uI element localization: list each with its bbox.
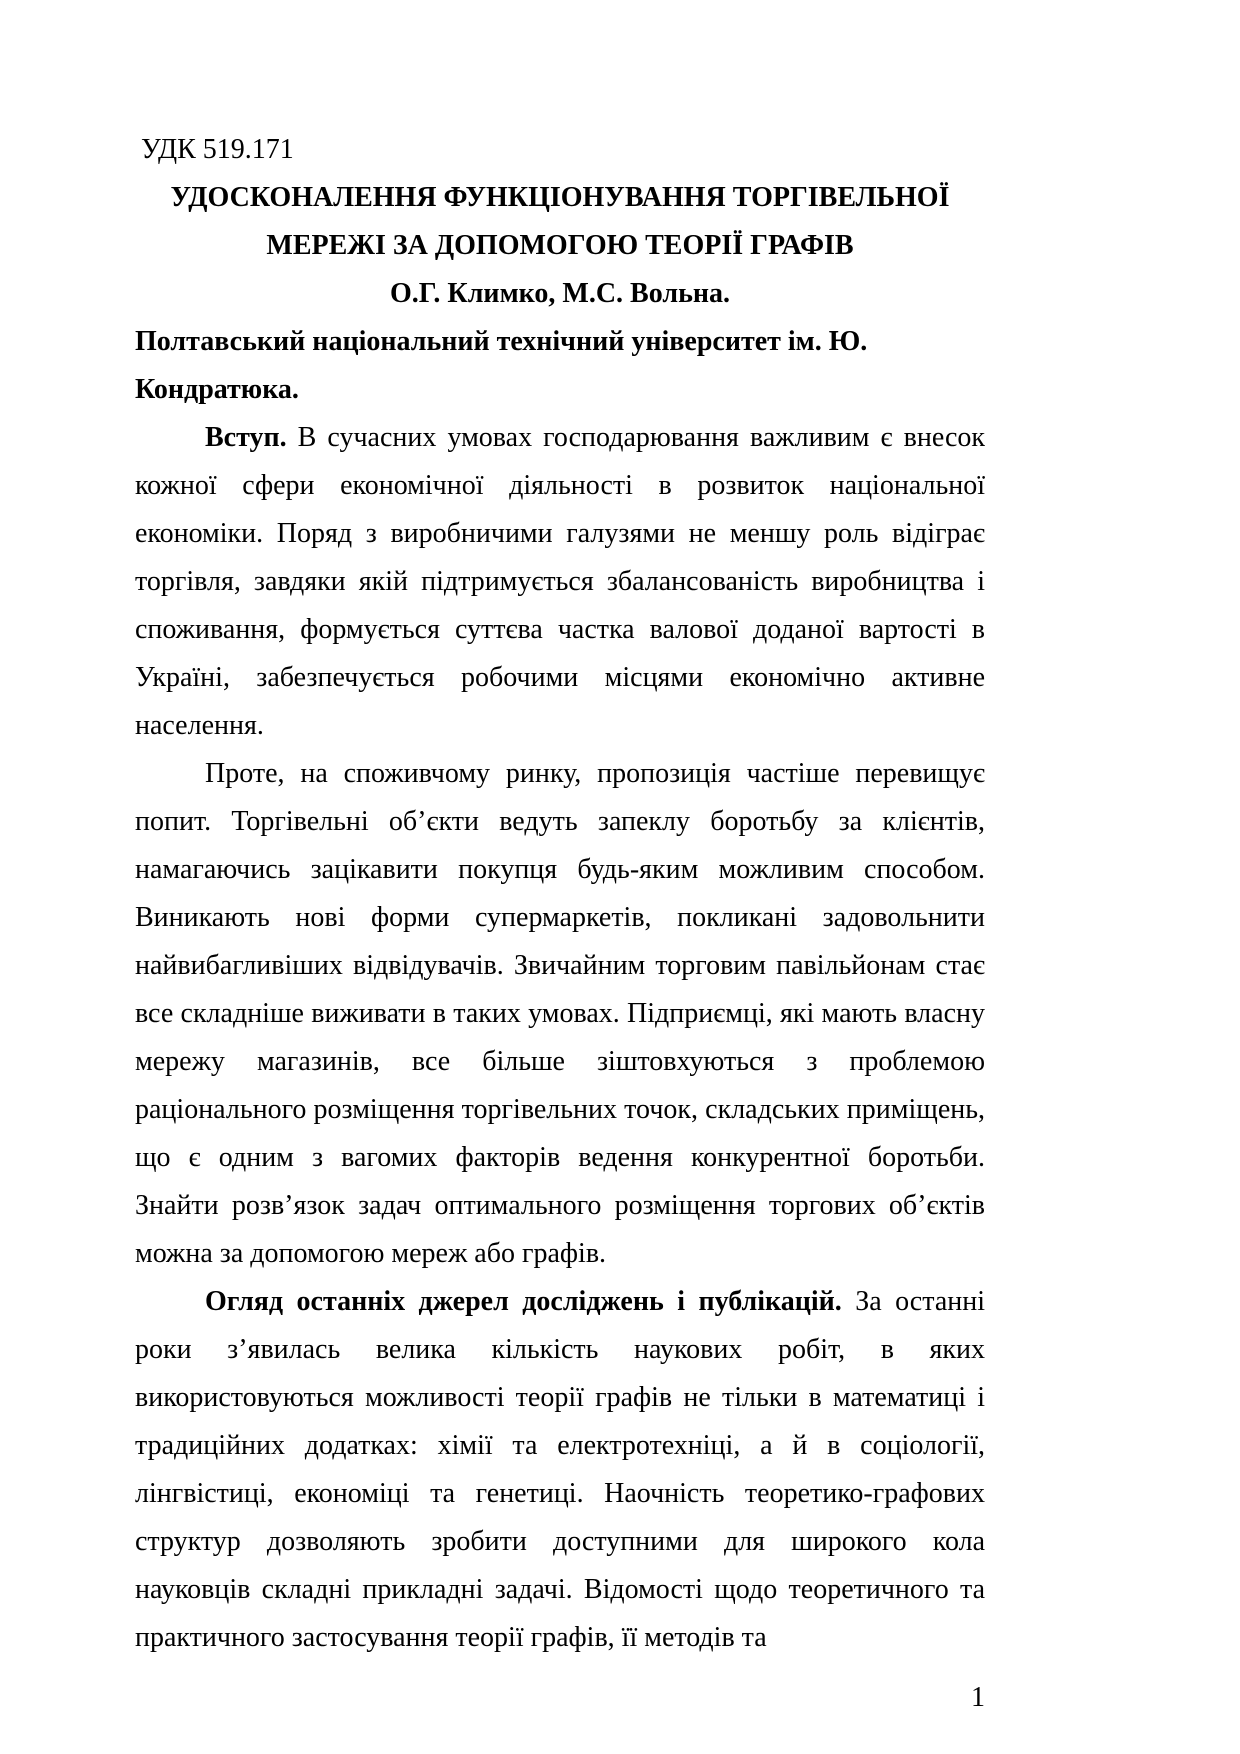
paper-title [135, 174, 985, 270]
paragraph-intro [135, 414, 985, 750]
paragraph-market [135, 750, 985, 1278]
paragraph-review [135, 1278, 985, 1662]
page-content [135, 126, 985, 1662]
section-heading-vstup: Вступ. [205, 422, 287, 453]
paragraph-intro-text: В сучасних умовах господарювання важливим є внесок кожної сфери економічної діяльності в розвиток національної економіки. Поряд з виробничими галузями не меншу роль відіграє торгівля, завдяки якій підтримується збалансованість виробництва і споживання, формується суттєва частка валової доданої вартості в Україні, забезпечується робочими місцями економічно активне населення. [135, 422, 985, 741]
affiliation-line: Полтавський національний технічний університет ім. Ю. Кондратюка. [135, 326, 868, 405]
section-heading-oglyad: Огляд останніх джерел досліджень і публікацій. [205, 1286, 842, 1317]
paragraph-review-text: За останні роки з’явилась велика кількість наукових робіт, в яких використовуються можливості теорії графів не тільки в математиці і традиційних додатках: хімії та електротехніці, а й в соціології, лінгвістиці, економіці та генетиці. Наочність теоретико-графових структур дозволяють зробити доступними для широкого кола науковців складні прикладні задачі. Відомості щодо теоретичного та практичного застосування теорії графів, її методів та [135, 1286, 985, 1653]
paper-title-line-2: МЕРЕЖІ ЗА ДОПОМОГОЮ ТЕОРІЇ ГРАФІВ [266, 230, 854, 261]
udc-code: УДК 519.171 [141, 134, 294, 165]
paragraph-market-text: Проте, на споживчому ринку, пропозиція частіше перевищує попит. Торгівельні об’єкти ведуть запеклу боротьбу за клієнтів, намагаючись зацікавити покупця будь-яким можливим способом. Виникають нові форми супермаркетів, покликані задовольнити найвибагливіших відвідувачів. Звичайним торговим павільйонам стає все складніше виживати в таких умовах. Підприємці, які мають власну мережу магазинів, все більше зіштовхуються з проблемою раціонального розміщення торгівельних точок, складських приміщень, що є одним з вагомих факторів ведення конкурентної боротьби. Знайти розв’язок задач оптимального розміщення торгових об’єктів можна за допомогою мереж або графів. [135, 758, 985, 1269]
page-number: 1 [971, 1682, 985, 1713]
authors-line: О.Г. Климко, М.С. Вольна. [389, 278, 731, 309]
paper-title-line-1: УДОСКОНАЛЕННЯ ФУНКЦІОНУВАННЯ ТОРГІВЕЛЬНОЇ [170, 182, 950, 213]
